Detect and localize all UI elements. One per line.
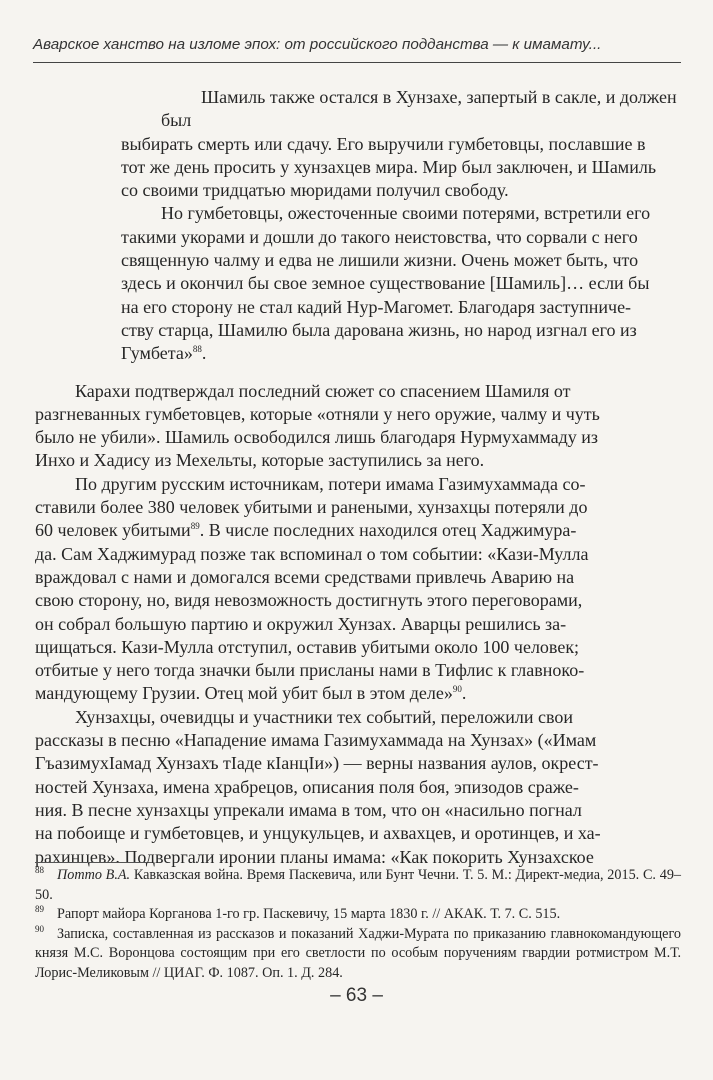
text-line: враждовал с нами и домогался всеми средствами привлечь Аварию на [35, 566, 575, 587]
footnote-ref[interactable]: 88 [192, 344, 202, 355]
text-line: Шамиль также остался в Хунзахе, запертый в сакле, и должен был [161, 87, 677, 131]
footnote-author: Потто В.А. [57, 867, 131, 883]
main-text [35, 86, 681, 869]
text-line: тот же день просить у хунзахцев мира. Мир был заключен, и Шамиль [121, 156, 657, 177]
block-quote [121, 86, 681, 366]
quote-paragraph-2: Но гумбетовцы, ожесточенные своими потерями, встретили его такими укорами и дошли до такого неистовства, что сорвали с него священную чалму и едва не лишили жизни. Очень может быть, что здесь и окончил бы свое земное существование [Шамиль]… если бы на его сторону не стал кадий Нур-Магомет. Благодаря заступниче- ству старца, Шамилю была дарована жизнь, но народ изгнал его из Гумбета»$^{88}$. [121, 203, 651, 364]
text-line: на побоище и гумбетовцев, и унцукульцев, и ахвахцев, и оротинцев, и ха- [35, 823, 601, 844]
text-line: По другим русским источникам, потери имама Газимухаммада со- [75, 473, 586, 494]
text-line: ставили более 380 человек убитыми и ранеными, хунзахцы потеряли до [35, 497, 588, 518]
text-line: свою сторону, но, видя невозможность достигнуть этого переговорами, [35, 590, 583, 611]
quote-paragraph-1 [121, 86, 681, 202]
text-line: выбирать смерть или сдачу. Его выручили гумбетовцы, пославшие в [121, 133, 646, 154]
footnote-text: Рапорт майора Корганова 1-го гр. Паскевичу, 15 марта 1830 г. // АКАК. Т. 7. С. 515. [57, 906, 561, 922]
text-line: отбитые у него тогда значки были присланы нами в Тифлис к главноко- [35, 660, 585, 681]
text-line: ГъазимухIамад Хунзахъ тIаде кIанцIи») — верны названия аулов, окрест- [35, 753, 599, 774]
footnote-ref[interactable]: 90 [452, 684, 462, 695]
text-line: Карахи подтверждал последний сюжет со спасением Шамиля от [75, 380, 571, 401]
text-line: на его сторону не стал кадий Нур-Магомет. Благодаря заступниче- [121, 296, 632, 317]
text-line: священную чалму и едва не лишили жизни. Очень может быть, что [121, 250, 639, 271]
text-line: рассказы в песню «Нападение имама Газимухаммада на Хунзах» («Имам [35, 730, 597, 751]
footnote-ref[interactable]: 89 [190, 521, 200, 532]
page-number: – 63 – [330, 985, 383, 1006]
running-head: Аварское ханство на изломе эпох: от российского подданства — к имамату... [33, 36, 602, 53]
text-line: 60 человек убитыми [35, 520, 191, 541]
body-paragraph-2: По другим русским источникам, потери имама Газимухаммада со- ставили более 380 человек убитыми и ранеными, хунзахцы потеряли до 60 человек убитыми$^{89}$. В числе последних находился отец Хаджимура- да. Сам Хаджимурад позже так вспоминал о том событии: «Кази-Мулла враждовал с нами и домогался всеми средствами привлечь Аварию на свою сторону, но, видя невозможность достигнуть этого переговорами, он собрал большую партию и окружил Хунзах. Аварцы решились за- щищаться. Кази-Мулла отступил, оставив убитыми около 100 человек; отбитые у него тогда значки были присланы нами в Тифлис к главноко- мандующему Грузии. Отец мой убит был в этом деле»$^{90}$. [35, 473, 589, 704]
text-line: здесь и окончил бы свое земное существование [Шамиль]… если бы [121, 273, 650, 294]
body-paragraph-3 [35, 706, 681, 869]
body-paragraph-1 [35, 380, 681, 473]
text-line: . В числе последних находился отец Хаджимура- [199, 520, 577, 541]
text-line: он собрал большую партию и окружил Хунзах. Аварцы решились за- [35, 613, 567, 634]
header-rule [33, 62, 681, 63]
text-line: разгневанных гумбетовцев, которые «отняли у него оружие, чалму и чуть [35, 403, 600, 424]
footnote-90: 90 Записка, составленная из рассказов и показаний Хаджи-Мурата по приказанию главнокомандующего князя М.С. Воронцова состоящим при его светлости по особым поручениям гвардии ротмистром М.Т. Лорис-Меликовым // ЦИАГ. Ф. 1087. Оп. 1. Д. 284. [35, 923, 681, 981]
footnote-text: Записка, составленная из рассказов и показаний Хаджи-Мурата по приказанию главнокомандующего князя М.С. Воронцова состоящим при его светлости по особым поручениям гвардии ротмистром М.Т. Лорис-Меликовым // ЦИАГ. Ф. 1087. Оп. 1. Д. 284. [35, 925, 681, 981]
text-line: мандующему Грузии. Отец мой убит был в этом деле» [35, 683, 453, 704]
text-line: было не убили». Шамиль освободился лишь благодаря Нурмухаммаду из [35, 427, 599, 448]
text-line: рахинцев». Подвергали иронии планы имама: «Как покорить Хунзахское [35, 846, 594, 867]
footnotes [35, 866, 681, 983]
text-line: Хунзахцы, очевидцы и участники тех событий, переложили свои [75, 706, 573, 727]
footnote-88: 88 Потто В.А. Кавказская война. Время Паскевича, или Бунт Чечни. Т. 5. М.: Директ-медиа, 2015. С. 49–50. [35, 865, 682, 903]
text-line: щищаться. Кази-Мулла отступил, оставив убитыми около 100 человек; [35, 636, 580, 657]
text-line: Гумбета» [121, 343, 193, 364]
body-text [35, 380, 681, 869]
text-line: такими укорами и дошли до такого неистовства, что сорвали с него [121, 226, 638, 247]
text-line: да. Сам Хаджимурад позже так вспоминал о том событии: «Кази-Мулла [35, 543, 589, 564]
text-line: Инхо и Хадису из Мехельты, которые заступились за него. [35, 450, 485, 471]
footnote-text: Кавказская война. Время Паскевича, или Бунт Чечни. Т. 5. М.: Директ-медиа, 2015. С. 49–50. [35, 867, 682, 903]
footnote-rule [35, 862, 147, 863]
text-line: ния. В песне хунзахцы упрекали имама в том, что он «насильно погнал [35, 799, 582, 820]
text-line: ству старца, Шамилю была дарована жизнь, но народ изгнал его из [121, 319, 637, 340]
footnote-89: 89 Рапорт майора Корганова 1-го гр. Паскевичу, 15 марта 1830 г. // АКАК. Т. 7. С. 515. [35, 904, 561, 922]
text-line: Но гумбетовцы, ожесточенные своими потерями, встретили его [161, 203, 651, 224]
text-line: ностей Хунзаха, имена храбрецов, описания поля боя, эпизодов сраже- [35, 776, 579, 797]
text-line: со своими тридцатью мюридами получил свободу. [121, 180, 509, 201]
